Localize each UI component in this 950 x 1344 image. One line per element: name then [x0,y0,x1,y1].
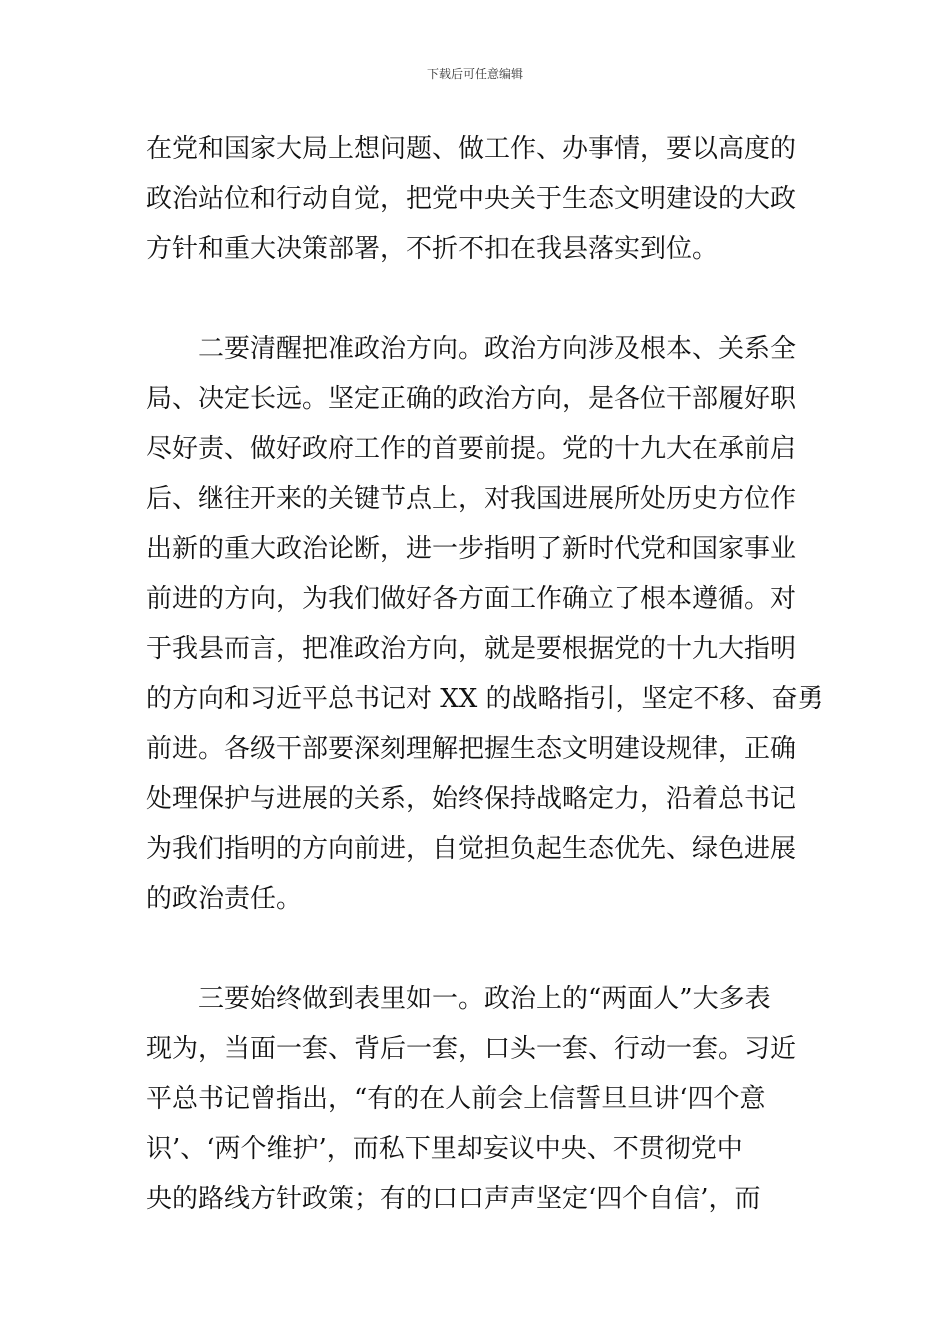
paragraph-line: 现为，当面一套、背后一套，口头一套、行动一套。习近 [146,1034,797,1064]
document-body [146,124,824,1224]
paragraph-line: 处理保护与进展的关系，始终保持战略定力，沿着总书记 [146,784,797,814]
paragraph-line: 平总书记曾指出，“有的在人前会上信誓旦旦讲‘四个意 [146,1084,766,1114]
paragraph-line: 政治站位和行动自觉，把党中央关于生态文明建设的大政 [146,184,797,214]
paragraph-1 [146,124,810,274]
paragraph-line: 尽好责、做好政府工作的首要前提。党的十九大在承前启 [146,434,797,464]
paragraph-line: 为我们指明的方向前进，自觉担负起生态优先、绿色进展 [146,834,797,864]
paragraph-line: 识’、‘两个维护’，而私下里却妄议中央、不贯彻党中 [146,1134,743,1164]
paragraph-3 [146,974,810,1224]
paragraph-line: 局、决定长远。坚定正确的政治方向，是各位干部履好职 [146,384,797,414]
page-header-note: 下载后可任意编辑 [426,67,523,81]
paragraph-line: 在党和国家大局上想问题、做工作、办事情，要以高度的 [146,134,797,164]
paragraph-line: 出新的重大政治论断，进一步指明了新时代党和国家事业 [146,534,797,564]
paragraph-line: 前进的方向，为我们做好各方面工作确立了根本遵循。对 [146,584,797,614]
paragraph-line: 的方向和习近平总书记对 XX 的战略指引，坚定不移、奋勇 [146,684,824,714]
paragraph-line: 三要始终做到表里如一。政治上的“两面人”大多表 [198,984,771,1014]
paragraph-line: 二要清醒把准政治方向。政治方向涉及根本、关系全 [198,334,797,364]
paragraph-line: 的政治责任。 [146,884,303,914]
paragraph-line: 于我县而言，把准政治方向，就是要根据党的十九大指明 [146,634,797,664]
paragraph-line: 后、继往开来的关键节点上，对我国进展所处历史方位作 [146,484,797,514]
paragraph-line: 央的路线方针政策；有的口口声声坚定‘四个自信’，而 [146,1184,761,1214]
paragraph-spacer [146,274,810,324]
paragraph-line: 方针和重大决策部署，不折不扣在我县落实到位。 [146,234,719,264]
paragraph-spacer [146,924,810,974]
paragraph-line: 前进。各级干部要深刻理解把握生态文明建设规律，正确 [146,734,797,764]
paragraph-2 [146,324,824,924]
